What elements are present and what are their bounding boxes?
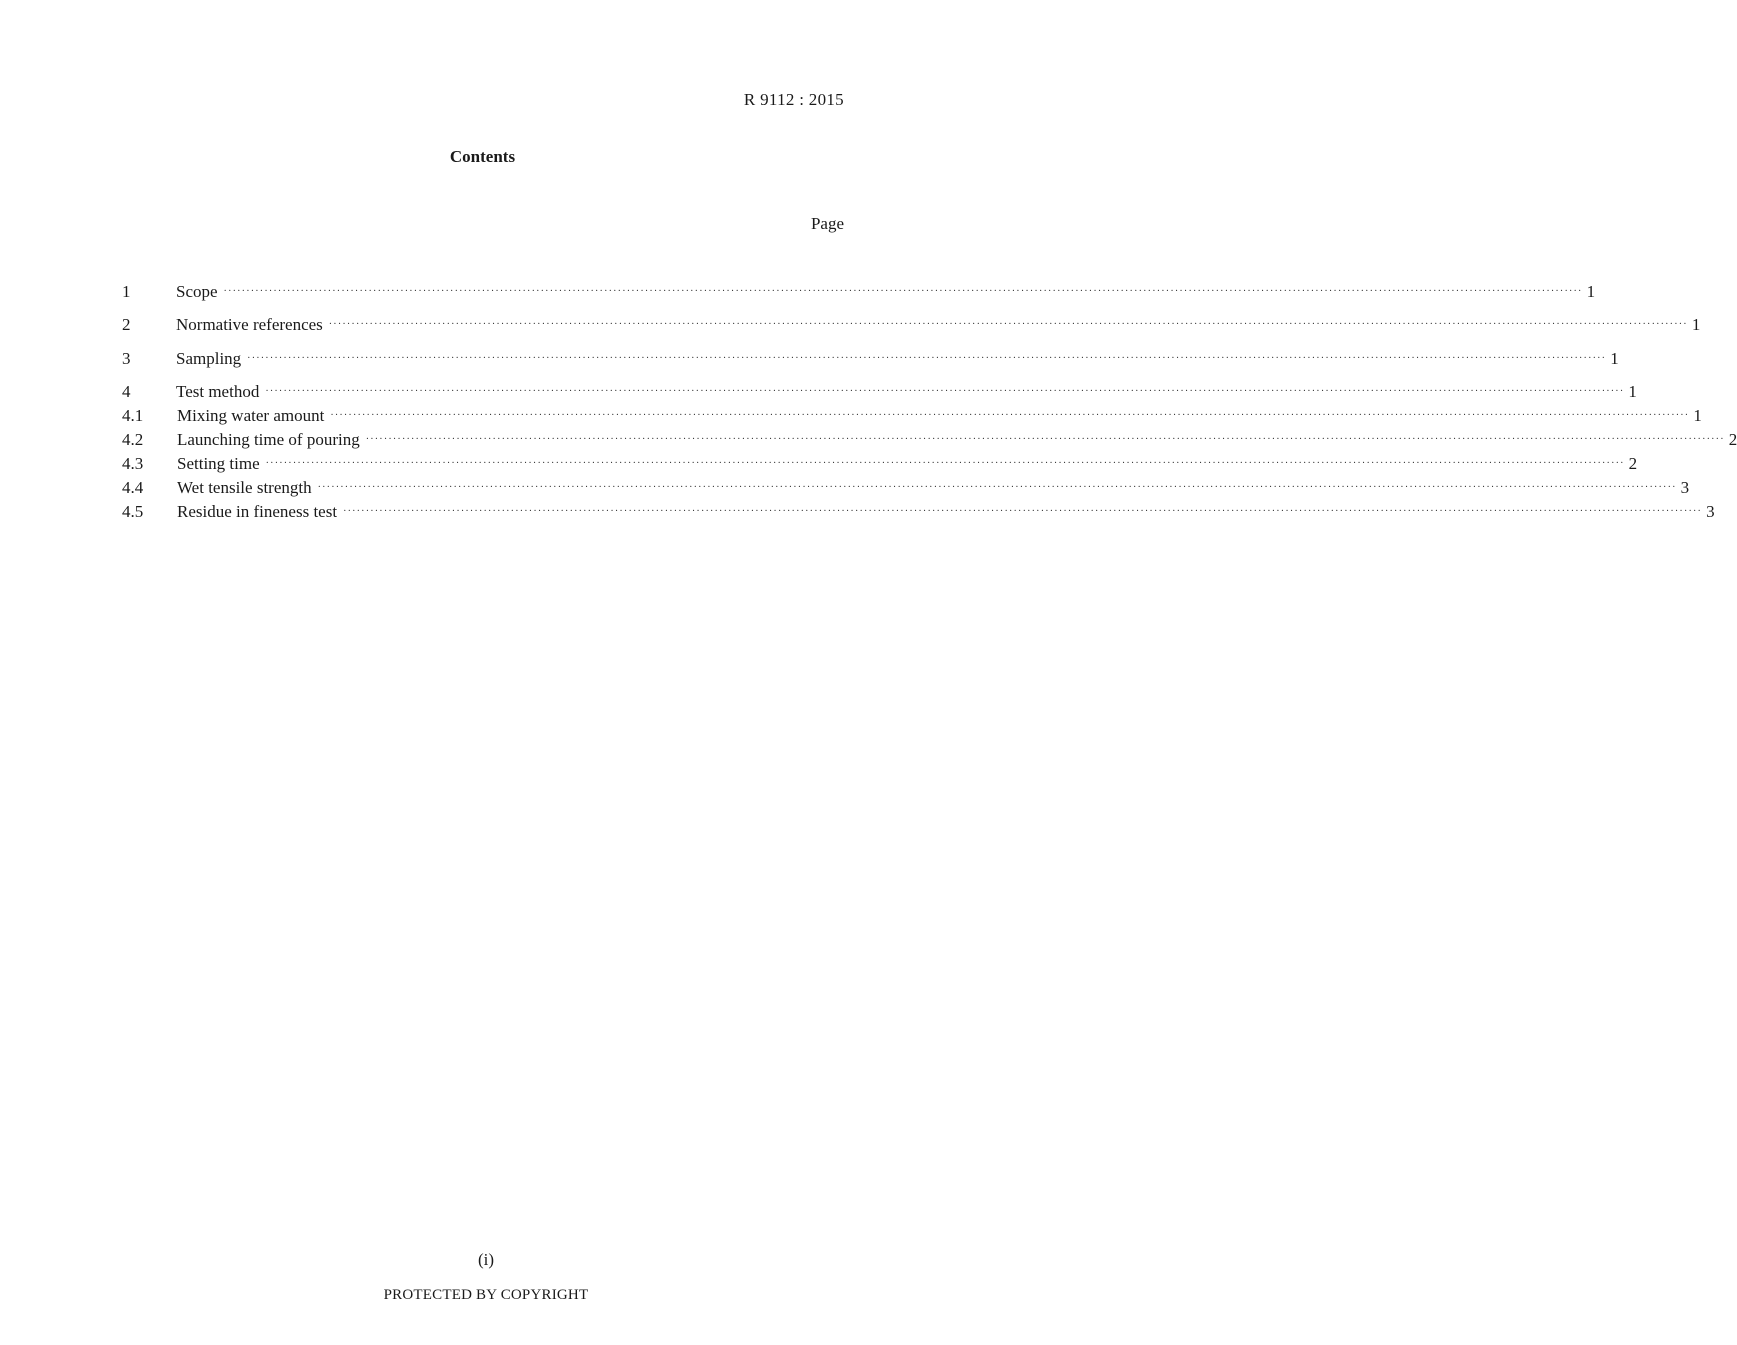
toc-entry-title: Wet tensile strength bbox=[177, 478, 312, 497]
toc-entry[interactable] bbox=[122, 314, 1701, 336]
toc-leader-dots: ············································································································································································································································································································ bbox=[317, 482, 1677, 493]
toc-leader-dots: ············································································································································································································································································································ bbox=[330, 410, 1690, 421]
toc-entry-number: 4.4 bbox=[122, 478, 144, 497]
toc-entry-title: Scope bbox=[176, 282, 218, 301]
toc-entry-number: 4.2 bbox=[122, 430, 144, 449]
toc-entry-number: 1 bbox=[122, 282, 131, 301]
toc-entry-title: Launching time of pouring bbox=[177, 430, 360, 449]
toc-leader-dots: ············································································································································································································································································································ bbox=[365, 434, 1725, 445]
toc-leader-dots: ············································································································································································································································································································ bbox=[265, 458, 1625, 469]
table-of-contents bbox=[0, 0, 1737, 600]
toc-entry-page: 3 bbox=[1680, 478, 1690, 497]
toc-entry-number: 4.5 bbox=[122, 502, 144, 521]
document-code: R 9112 : 2015 bbox=[743, 90, 844, 109]
toc-entry-page: 2 bbox=[1728, 430, 1737, 449]
toc-entry-title: Setting time bbox=[177, 454, 260, 473]
toc-leader-dots: ············································································································································································································································································································ bbox=[343, 506, 1703, 517]
toc-entry-title: Sampling bbox=[176, 349, 242, 368]
toc-entry[interactable] bbox=[122, 405, 1702, 427]
toc-entry-number: 3 bbox=[122, 349, 131, 368]
toc-leader-dots: ············································································································································································································································································································ bbox=[328, 319, 1688, 330]
toc-entry-number: 4.1 bbox=[122, 406, 144, 425]
toc-entry[interactable] bbox=[122, 477, 1690, 499]
toc-entry-page: 3 bbox=[1706, 502, 1715, 521]
toc-entry-page: 1 bbox=[1693, 406, 1702, 425]
toc-leader-dots: ············································································································································································································································································································ bbox=[247, 353, 1607, 364]
toc-entry[interactable] bbox=[122, 453, 1638, 475]
toc-leader-dots: ············································································································································································································································································································ bbox=[223, 286, 1583, 297]
toc-entry-page: 1 bbox=[1586, 282, 1596, 301]
page-title: Contents bbox=[449, 147, 516, 166]
toc-entry-page: 1 bbox=[1628, 382, 1637, 401]
toc-entry[interactable] bbox=[122, 429, 1737, 451]
copyright-notice: PROTECTED BY COPYRIGHT bbox=[383, 1287, 589, 1303]
toc-entry-title: Test method bbox=[176, 382, 260, 401]
toc-entry[interactable] bbox=[122, 501, 1715, 523]
toc-entry[interactable] bbox=[122, 281, 1596, 303]
toc-entry[interactable] bbox=[122, 348, 1619, 370]
toc-leader-dots: ············································································································································································································································································································ bbox=[265, 386, 1625, 397]
toc-entry[interactable] bbox=[122, 381, 1637, 403]
toc-entry-number: 4.3 bbox=[122, 454, 144, 473]
toc-entry-number: 2 bbox=[122, 315, 131, 334]
toc-entry-page: 2 bbox=[1628, 454, 1638, 473]
toc-entry-title: Mixing water amount bbox=[177, 406, 325, 425]
toc-entry-page: 1 bbox=[1610, 349, 1619, 368]
toc-entry-number: 4 bbox=[122, 382, 131, 401]
toc-entry-title: Normative references bbox=[176, 315, 323, 334]
toc-entry-title: Residue in fineness test bbox=[177, 502, 338, 521]
toc-entry-page: 1 bbox=[1691, 315, 1701, 334]
footer-page-number: (i) bbox=[477, 1250, 495, 1269]
page-column-label: Page bbox=[810, 214, 844, 233]
